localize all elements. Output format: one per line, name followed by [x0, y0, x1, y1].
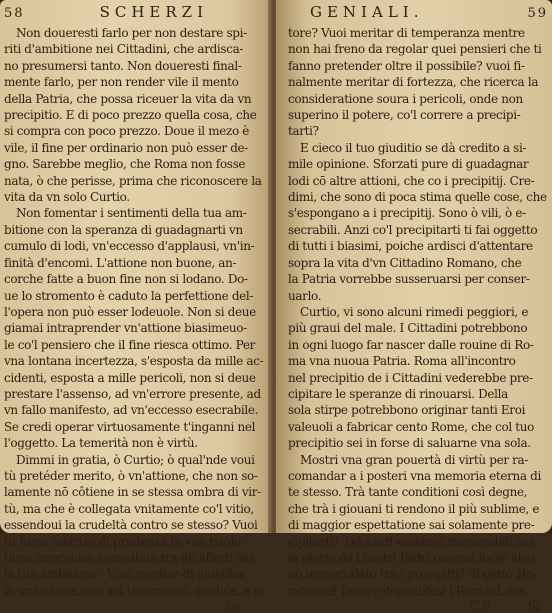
- left-running-head: [4, 3, 266, 25]
- left-running-title: SCHERZI: [99, 3, 208, 21]
- text-line: consideratione soura i pericoli, onde non: [288, 91, 523, 106]
- text-line: te stesso. Trà tante conditioni così degne,: [288, 485, 528, 500]
- left-catchword: to-: [225, 599, 242, 613]
- text-line: cipitarti? Trà tanti essempi memorabili nel-: [288, 534, 538, 549]
- text-line: più graui del male. I Cittadini potrebbono: [288, 321, 528, 336]
- text-line: riti d'ambitione nei Cittadini, che ardisca-: [4, 42, 244, 57]
- text-line: dimi, che sono di poca stima quelle cose, che: [288, 190, 547, 205]
- text-line: che trà i giouani ti rendono il più sublime, e: [288, 501, 540, 516]
- right-catchword: fù: [527, 599, 540, 613]
- text-line: la Patria vorrebbe susseruarsi per conser-: [288, 272, 530, 287]
- left-page-body: [4, 25, 269, 599]
- text-line: vna lontana incertezza, s'esposta da mille ac-: [4, 354, 264, 369]
- text-line: di maggior espettatione sai solamente pre-: [288, 518, 535, 533]
- text-line: uarlo.: [288, 288, 322, 303]
- text-line: cipitare le speranze di rinouarsi. Della: [288, 386, 508, 401]
- left-page: [0, 0, 272, 613]
- right-running-title: GENIALI.: [310, 3, 424, 21]
- text-line: tu forse meritar di prudenza in vna risolu-: [4, 534, 246, 549]
- text-line: le co'l pensiero che il fine riesca ottimo. Per: [4, 337, 255, 352]
- text-line: precipitio sei in forse di saluarne vna sola.: [288, 436, 531, 451]
- text-line: mile opinione. Sforzati pure di guadagnar: [288, 157, 529, 172]
- text-line: di tutti i biasimi, poiche ardisci d'attentare: [288, 239, 533, 254]
- text-line: precipitio. E di poco prezzo quella cosa, che: [4, 108, 257, 123]
- text-line: superino il potere, co'l correre a precipi-: [288, 108, 521, 123]
- text-line: vile, il fine per ordinario non può esser de-: [4, 140, 249, 155]
- text-line: comandar a i posteri vna memoria eterna di: [288, 468, 541, 483]
- text-line: lodi cō altre attioni, che co i precipitij. Cre-: [288, 173, 535, 188]
- text-line: Non fomentar i sentimenti della tua am-: [16, 206, 247, 221]
- left-page-number: 58: [4, 6, 25, 21]
- text-line: tore? Vuoi meritar di temperanza mentre: [288, 26, 525, 40]
- text-line: Curtio, vi sono alcuni rimedi peggiori, e: [300, 304, 529, 319]
- text-line: fanno pretender oltre il possibile? vuoi fi-: [288, 58, 525, 73]
- text-line: prestare l'assenso, ad vn'errore presente, ad: [4, 386, 261, 401]
- text-line: secrabili. Anzi co'l precipitarti ti fai oggetto: [288, 222, 538, 237]
- text-line: l'opera non può esser lodeuole. Non si deue: [4, 304, 256, 319]
- text-line: nata, ò che perisse, prima che riconoscere la: [4, 173, 262, 188]
- text-line: tarti?: [288, 124, 319, 139]
- text-line: nalmente meritar di fortezza, che ricerca la: [288, 75, 539, 90]
- text-line: cumulo di lodi, vn'eccesso d'applausi, vn'in-: [4, 239, 255, 254]
- text-line: bitione con la speranza di guadagnarti vn: [4, 222, 243, 237]
- right-page: [276, 0, 552, 613]
- text-line: non hai freno da regolar quei pensieri che ti: [288, 42, 542, 57]
- text-line: vn fallo manifesto, ad vn'eccesso esecrabile.: [4, 403, 259, 418]
- text-line: l'oggetto. La temerità non è virtù.: [4, 436, 198, 451]
- text-line: finità d'encomi. L'attione non buone, an-: [4, 255, 237, 270]
- text-line: cidenti, esposta a mille pericoli, non si deue: [4, 370, 256, 385]
- text-line: Se credi operar virtuosamente t'inganni nel: [4, 419, 256, 434]
- text-line: la tua ambitione? Vuoi meritar di giustitia: [4, 567, 244, 582]
- text-line: ue lo stromento è caduto la perfettione del-: [4, 288, 254, 303]
- text-line: in vna causa, oue sei testimonio, giudice, e at-: [4, 583, 269, 598]
- text-line: le glorie de i nostri Padri osseruì forse alcu-: [288, 551, 539, 565]
- text-line: tù pretéder merito, ò vn'attione, che non so-: [4, 468, 258, 483]
- text-line: tione improuisa consultata tra gli affetti del-: [4, 551, 258, 565]
- text-line: nel precipitio de i Cittadini vederebbe pre-: [288, 370, 533, 385]
- right-page-number: 59: [527, 6, 548, 21]
- text-line: in ogni luogo far nascer dalle rouine di Ro-: [288, 337, 534, 352]
- text-line: E cieco il tuo giuditio se dà credito a si-: [300, 140, 527, 155]
- text-line: Non doueresti farlo per non destare spi-: [16, 26, 247, 40]
- text-line: Dimmi in gratia, ò Curtio; ò qual'nde voui: [16, 452, 255, 467]
- text-line: vita da vn solo Curtio.: [4, 190, 130, 205]
- text-line: ratio nel Teuere dopò difesi i Romani, ma: [288, 583, 526, 598]
- text-line: Mostri vna gran pouertà di virtù per ra-: [300, 452, 529, 467]
- signature-mark: C 6: [469, 599, 490, 613]
- right-footer: [288, 599, 548, 613]
- text-line: giamai intraprender vn'attione biasimeuo-: [4, 321, 247, 336]
- text-line: tù, ma che è collegata vnitamente co'l vitio,: [4, 501, 254, 516]
- text-line: valeuoli a fabricar cento Rome, che col tuo: [288, 419, 535, 434]
- text-line: mente farlo, per non render vile il mento: [4, 75, 239, 90]
- text-line: s'espongano a i precipitij. Sono ò vili, ò e-: [288, 206, 526, 221]
- text-line: sopra la vita d'vn Cittadino Romano, che: [288, 255, 522, 270]
- text-line: ma vna nuoua Patria. Roma all'incontro: [288, 354, 516, 369]
- right-running-head: [288, 3, 548, 25]
- text-line: no presumersi tanto. Non doueresti final-: [4, 58, 242, 73]
- text-line: gno. Sarebbe meglio, che Roma non fosse: [4, 157, 246, 172]
- text-line: essendoui la crudeltà contro se stesso? Vuoi: [4, 518, 258, 533]
- right-page-body: [288, 25, 548, 599]
- text-line: no immortalato tra i precipitij? Si gettò Ho-: [288, 567, 537, 582]
- text-line: sola stirpe potrebbono originar tanti Eroi: [288, 403, 526, 418]
- text-line: si compra con poco prezzo. Doue il mezo è: [4, 124, 250, 139]
- text-line: lamente nō côtiene in se stessa ombra di vir-: [4, 485, 261, 500]
- text-line: corche fatte a buon fine non si lodano. Do-: [4, 272, 248, 287]
- text-line: della Patria, che possa riceuer la vita da vn: [4, 91, 252, 106]
